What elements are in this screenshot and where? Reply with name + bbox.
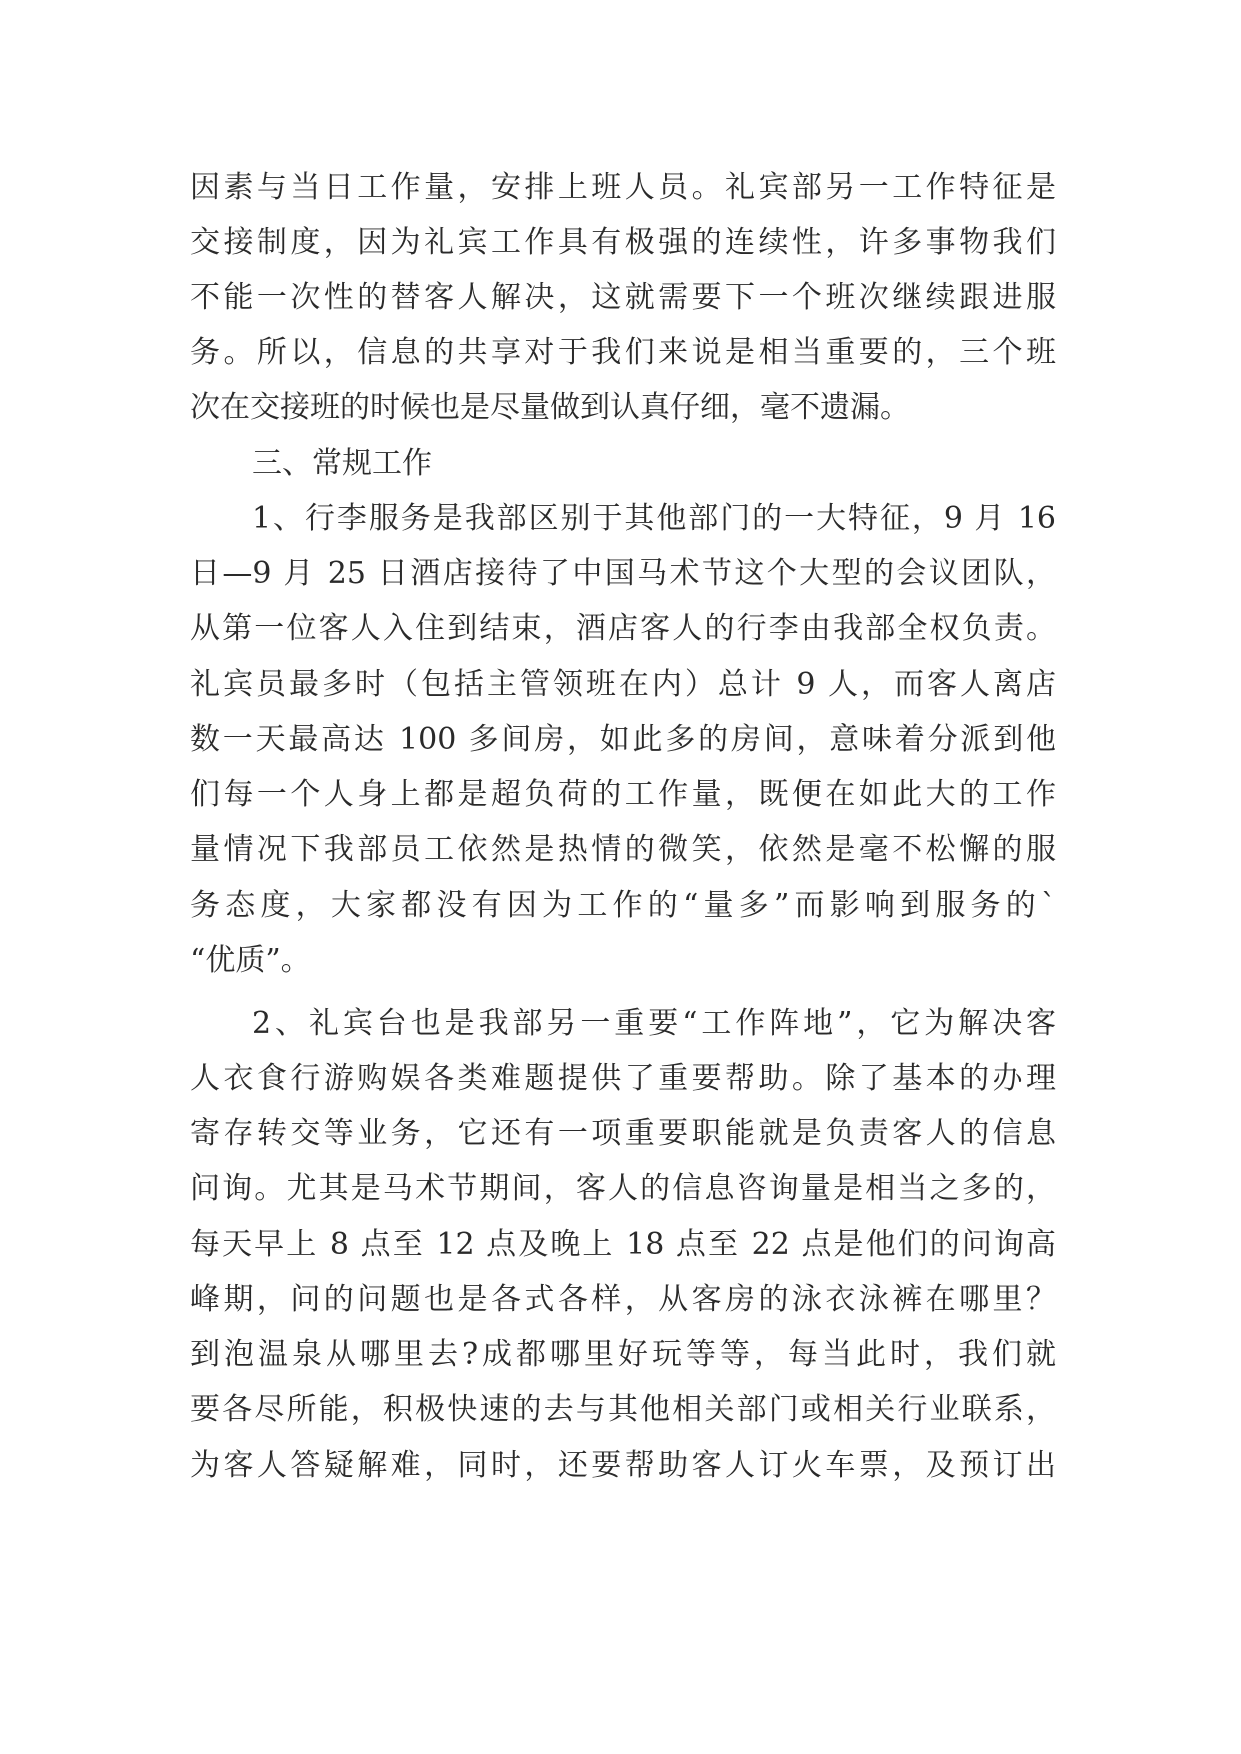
text-line-4: 务。所以，信息的共享对于我们来说是相当重要的，三个班 xyxy=(190,335,1056,370)
text-line-17: 人衣食行游购娱各类难题提供了重要帮助。除了基本的办理 xyxy=(190,1061,1056,1096)
section-heading: 三、常规工作 xyxy=(252,446,432,481)
text-line-15: “优质”。 xyxy=(190,943,311,978)
text-line-10: 礼宾员最多时（包括主管领班在内）总计 9 人，而客人离店 xyxy=(190,667,1056,702)
text-line-7: 1、行李服务是我部区别于其他部门的一大特征，9 月 16 xyxy=(252,501,1056,536)
text-line-19: 问询。尤其是马术节期间，客人的信息咨询量是相当之多的， xyxy=(190,1171,1056,1206)
text-line-24: 为客人答疑解难，同时，还要帮助客人订火车票，及预订出 xyxy=(190,1448,1056,1483)
text-line-22: 到泡温泉从哪里去?成都哪里好玩等等，每当此时，我们就 xyxy=(190,1337,1056,1372)
text-line-5: 次在交接班的时候也是尽量做到认真仔细，毫不遗漏。 xyxy=(190,390,910,425)
text-line-16: 2、礼宾台也是我部另一重要“工作阵地”，它为解决客 xyxy=(252,1006,1056,1041)
text-line-3: 不能一次性的替客人解决，这就需要下一个班次继续跟进服 xyxy=(190,280,1056,315)
text-line-11: 数一天最高达 100 多间房，如此多的房间，意味着分派到他 xyxy=(190,722,1056,757)
text-line-9: 从第一位客人入住到结束，酒店客人的行李由我部全权负责。 xyxy=(190,611,1056,646)
text-line-1: 因素与当日工作量，安排上班人员。礼宾部另一工作特征是 xyxy=(190,170,1056,205)
text-line-2: 交接制度，因为礼宾工作具有极强的连续性，许多事物我们 xyxy=(190,225,1056,260)
text-line-8: 日—9 月 25 日酒店接待了中国马术节这个大型的会议团队， xyxy=(190,556,1056,591)
text-line-12: 们每一个人身上都是超负荷的工作量，既便在如此大的工作 xyxy=(190,777,1056,812)
text-line-18: 寄存转交等业务，它还有一项重要职能就是负责客人的信息 xyxy=(190,1116,1056,1151)
text-line-14: 务态度，大家都没有因为工作的“量多”而影响到服务的` xyxy=(190,888,1056,923)
text-line-20: 每天早上 8 点至 12 点及晚上 18 点至 22 点是他们的问询高 xyxy=(190,1227,1056,1262)
text-line-13: 量情况下我部员工依然是热情的微笑，依然是毫不松懈的服 xyxy=(190,832,1056,867)
text-line-23: 要各尽所能，积极快速的去与其他相关部门或相关行业联系， xyxy=(190,1392,1056,1427)
text-line-21: 峰期，问的问题也是各式各样，从客房的泳衣泳裤在哪里？ xyxy=(190,1282,1056,1317)
